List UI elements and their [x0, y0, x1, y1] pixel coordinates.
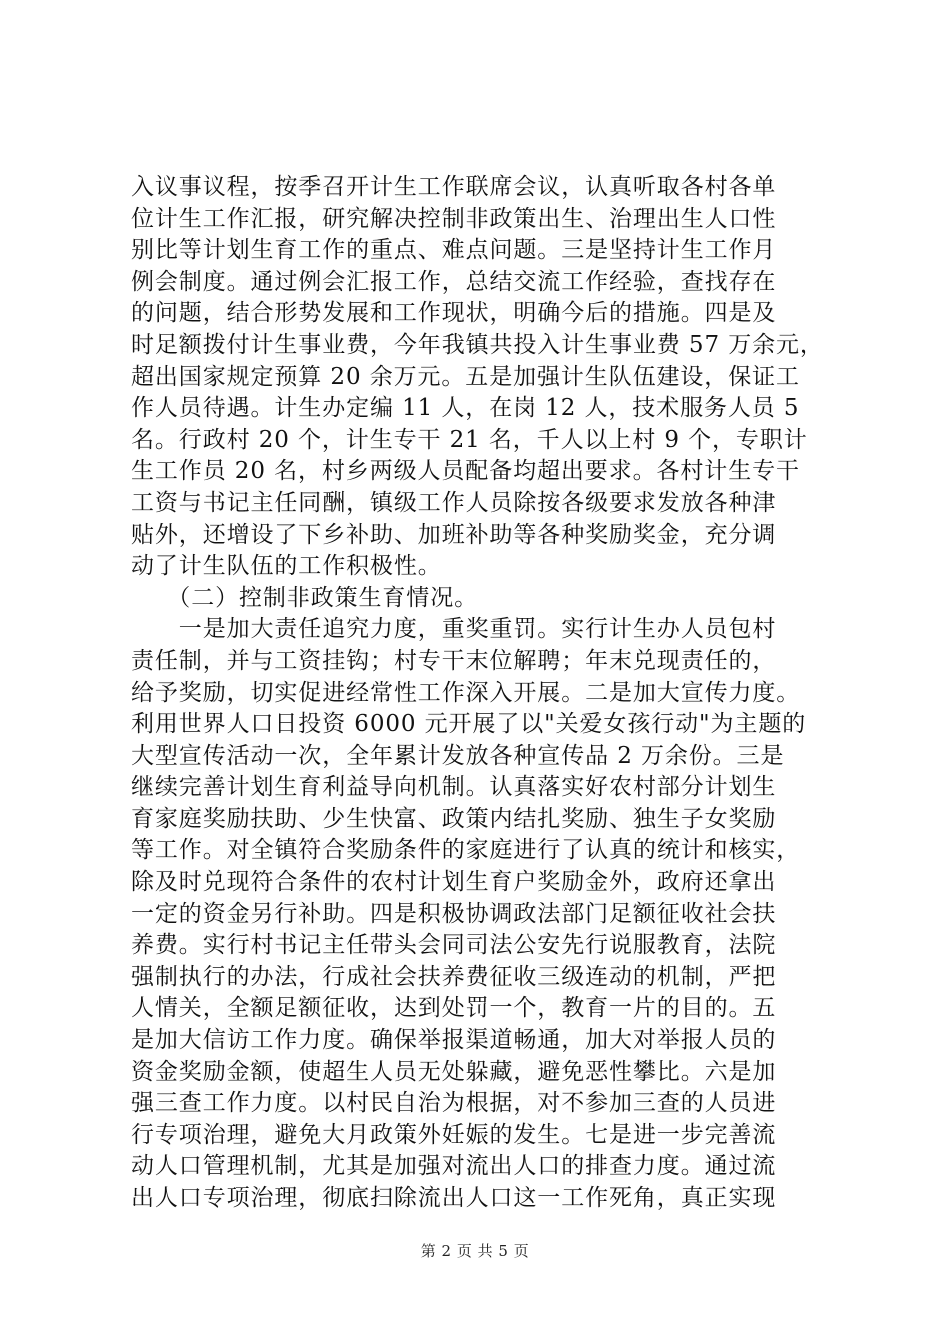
- text-line: 一定的资金另行补助。四是积极协调政法部门足额征收社会扶: [131, 900, 777, 927]
- text-line: 动人口管理机制，尤其是加强对流出人口的排查力度。通过流: [131, 1153, 777, 1180]
- body-text: [131, 172, 851, 1215]
- text-line: 大型宣传活动一次，全年累计发放各种宣传品 2 万余份。三是: [131, 742, 785, 769]
- text-line: 例会制度。通过例会汇报工作，总结交流工作经验，查找存在: [131, 268, 777, 295]
- text-line: 贴外，还增设了下乡补助、加班补助等各种奖励奖金，充分调: [131, 521, 777, 548]
- page-number-footer: 第 2 页 共 5 页: [420, 1242, 530, 1260]
- text-line: 养费。实行村书记主任带头会同司法公安先行说服教育，法院: [131, 932, 777, 959]
- text-line: 人情关，全额足额征收，达到处罚一个，教育一片的目的。五: [131, 995, 777, 1022]
- text-line: 责任制，并与工资挂钩；村专干末位解聘；年末兑现责任的，: [131, 647, 777, 674]
- text-line: 工资与书记主任同酬，镇级工作人员除按各级要求发放各种津: [131, 489, 777, 516]
- text-line: 入议事议程，按季召开计生工作联席会议，认真听取各村各单: [131, 174, 777, 200]
- text-line: 强制执行的办法，行成社会扶养费征收三级连动的机制，严把: [131, 963, 777, 990]
- text-line: 生工作员 20 名，村乡两级人员配备均超出要求。各村计生专干: [131, 458, 800, 485]
- text-line: 除及时兑现符合条件的农村计划生育户奖励金外，政府还拿出: [131, 869, 777, 896]
- text-line: 位计生工作汇报，研究解决控制非政策出生、治理出生人口性: [131, 205, 777, 232]
- text-line: 行专项治理，避免大月政策外妊娠的发生。七是进一步完善流: [131, 1121, 777, 1148]
- text-line: 超出国家规定预算 20 余万元。五是加强计生队伍建设，保证工: [131, 363, 800, 390]
- text-line: 出人口专项治理，彻底扫除流出人口这一工作死角，真正实现: [131, 1185, 777, 1211]
- text-line: 是加大信访工作力度。确保举报渠道畅通，加大对举报人员的: [131, 1027, 777, 1054]
- text-line: 资金奖励金额，使超生人员无处躲藏，避免恶性攀比。六是加: [131, 1058, 777, 1085]
- section-heading: （二）控制非政策生育情况。: [131, 584, 478, 611]
- text-line: 强三查工作力度。以村民自治为根据，对不参加三查的人员进: [131, 1090, 777, 1117]
- text-line: 等工作。对全镇符合奖励条件的家庭进行了认真的统计和核实，: [131, 837, 801, 864]
- text-line: 利用世界人口日投资 6000 元开展了以"关爱女孩行动"为主题的: [131, 711, 807, 738]
- text-line: 时足额拨付计生事业费，今年我镇共投入计生事业费 57 万余元，: [131, 331, 824, 358]
- text-line: 继续完善计划生育利益导向机制。认真落实好农村部分计划生: [131, 774, 777, 801]
- text-line: 给予奖励，切实促进经常性工作深入开展。二是加大宣传力度。: [131, 679, 801, 706]
- text-line: 别比等计划生育工作的重点、难点问题。三是坚持计生工作月: [131, 237, 777, 264]
- text-line: 的问题，结合形势发展和工作现状，明确今后的措施。四是及: [131, 300, 777, 327]
- text-line: 动了计生队伍的工作积极性。: [131, 553, 442, 580]
- text-line: 作人员待遇。计生办定编 11 人，在岗 12 人，技术服务人员 5: [131, 395, 800, 422]
- text-line: 育家庭奖励扶助、少生快富、政策内结扎奖励、独生子女奖励: [131, 805, 777, 832]
- text-line: 名。行政村 20 个，计生专干 21 名，千人以上村 9 个，专职计: [131, 426, 808, 453]
- text-line: 一是加大责任追究力度，重奖重罚。实行计生办人员包村: [131, 616, 777, 643]
